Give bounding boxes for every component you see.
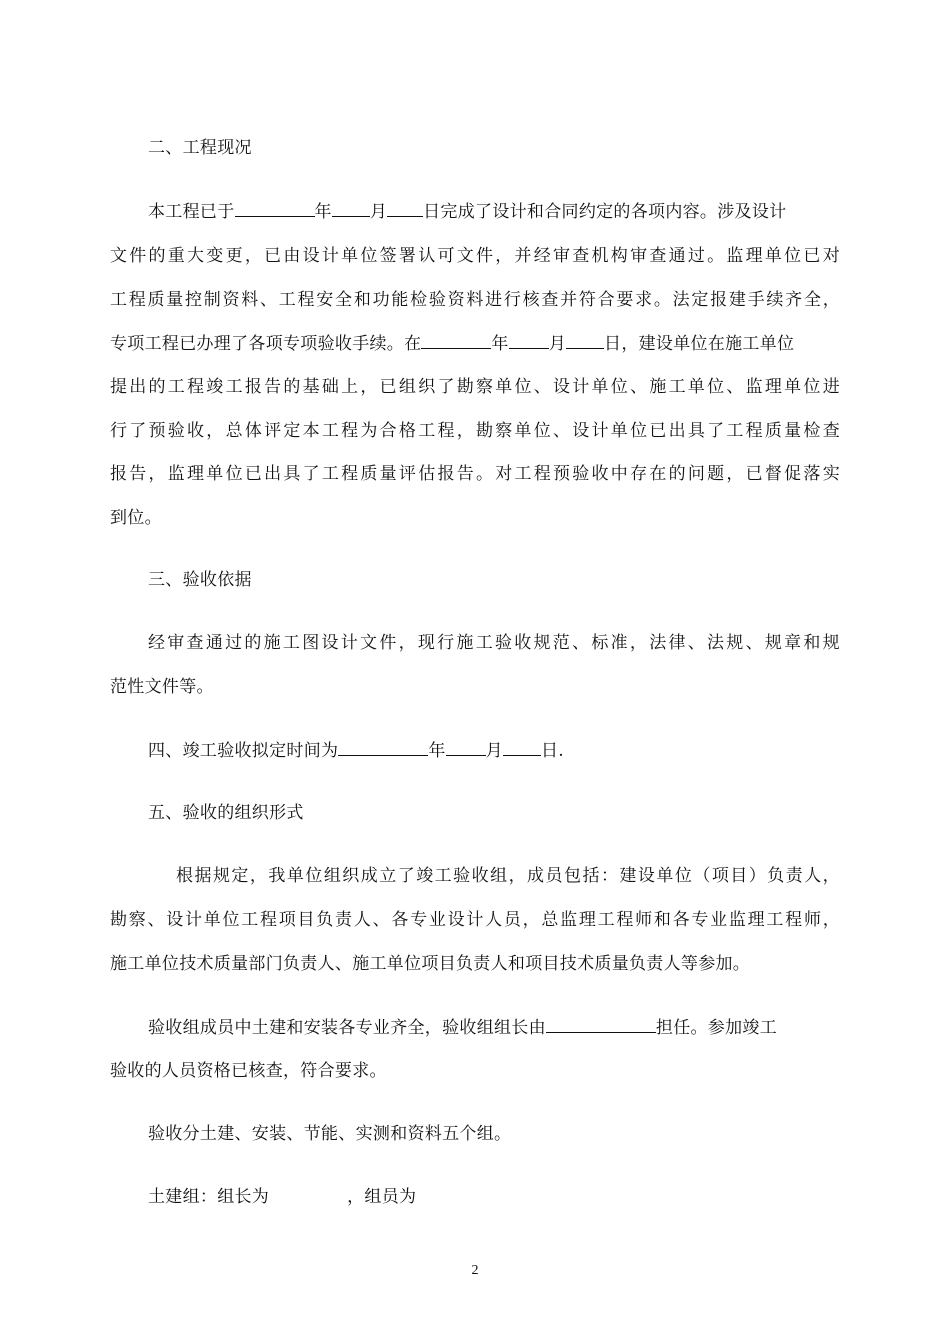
paragraph-line: 行了预验收，总体评定本工程为合格工程，勘察单位、设计单位已出具了工程质量检查 (110, 421, 840, 441)
blank-month (446, 740, 486, 756)
text-segment: 验收组成员中土建和安装各专业齐全，验收组组长由 (148, 1018, 546, 1038)
text-segment: 年 (491, 334, 509, 354)
text-segment: 年 (314, 202, 332, 222)
paragraph-line: 根据规定，我单位组织成立了竣工验收组，成员包括：建设单位（项目）负责人， (176, 866, 840, 886)
text-segment: 日完成了设计和合同约定的各项内容。涉及设计 (423, 202, 787, 222)
section-heading-2: 二、工程现况 (148, 138, 252, 158)
blank-day (503, 740, 541, 756)
section-heading-3: 三、验收依据 (148, 570, 252, 590)
text-segment: 担任。参加竣工 (655, 1018, 778, 1038)
blank-year (235, 201, 315, 217)
paragraph-line: 提出的工程竣工报告的基础上，已组织了勘察单位、设计单位、施工单位、监理单位进 (110, 377, 840, 397)
text-segment: 年 (428, 741, 446, 761)
blank-day (387, 201, 423, 217)
paragraph-line: 文件的重大变更，已由设计单位签署认可文件，并经审查机构审查通过。监理单位已对 (110, 246, 840, 266)
paragraph-line: 验收的人员资格已核查，符合要求。 (110, 1061, 387, 1081)
text-segment: 本工程已于 (148, 202, 235, 222)
blank-month (332, 201, 370, 217)
paragraph-line: 报告，监理单位已出具了工程质量评估报告。对工程预验收中存在的问题，已督促落实 (110, 464, 840, 484)
text-segment: 月 (369, 202, 388, 222)
text-segment: ，组员为 (347, 1187, 417, 1207)
text-segment: 日，建设单位在施工单位 (604, 334, 795, 354)
text-segment: 月 (548, 334, 567, 354)
page-number: 2 (471, 1263, 479, 1278)
section-heading-4 (148, 740, 840, 761)
text-segment: 月 (485, 741, 503, 761)
paragraph-line: 验收分土建、安装、节能、实测和资料五个组。 (148, 1124, 512, 1144)
paragraph-line (148, 1187, 840, 1207)
blank-leader-name (546, 1017, 656, 1033)
text-segment: 专项工程已办理了各项专项验收手续。在 (110, 334, 422, 354)
paragraph-line (148, 1017, 840, 1038)
paragraph-line: 经审查通过的施工图设计文件，现行施工验收规范、标准，法律、法规、规章和规 (148, 633, 840, 653)
blank-year (338, 740, 428, 756)
paragraph-line: 工程质量控制资料、工程安全和功能检验资料进行核查并符合要求。法定报建手续齐全， (110, 290, 840, 310)
blank-year (421, 333, 491, 349)
blank-month (509, 333, 549, 349)
paragraph-line: 到位。 (110, 508, 162, 528)
text-segment: 日. (540, 741, 564, 761)
section-heading-5: 五、验收的组织形式 (148, 803, 304, 823)
blank-day (566, 333, 604, 349)
paragraph-line: 勘察、设计单位工程项目负责人、各专业设计人员，总监理工程师和各专业监理工程师， (110, 910, 840, 930)
text-segment: 四、竣工验收拟定时间为 (148, 741, 339, 761)
text-segment: 土建组：组长为 (148, 1187, 270, 1207)
paragraph-line (148, 201, 840, 222)
paragraph-line: 范性文件等。 (110, 677, 214, 697)
paragraph-line (110, 333, 840, 354)
paragraph-line: 施工单位技术质量部门负责人、施工单位项目负责人和项目技术质量负责人等参加。 (110, 954, 751, 974)
